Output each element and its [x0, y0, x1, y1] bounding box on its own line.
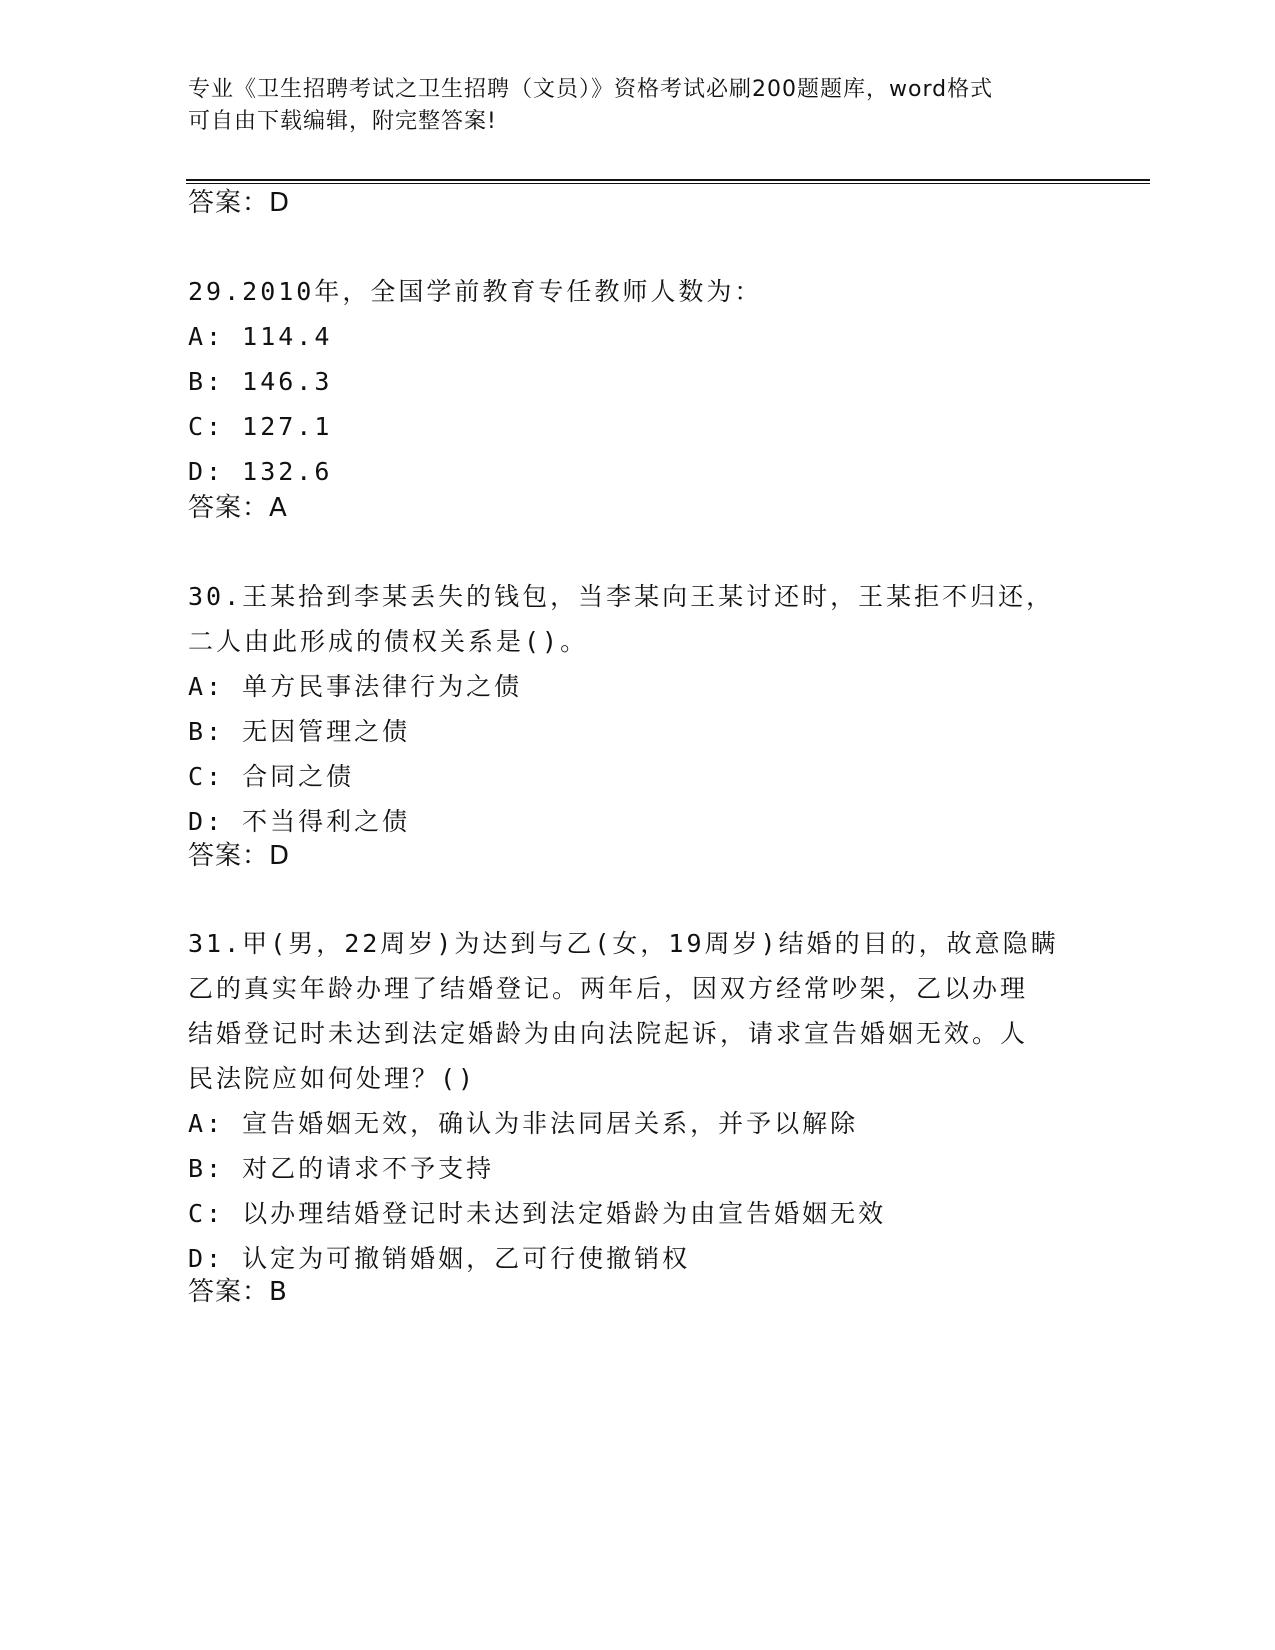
option-d: D: 认定为可撤销婚姻，乙可行使撤销权	[188, 1244, 691, 1273]
question-text: 乙的真实年龄办理了结婚登记。两年后，因双方经常吵架，乙以办理	[188, 974, 1029, 1003]
option-b: B: 146.3	[188, 367, 333, 396]
question-29	[188, 269, 1068, 494]
question-30	[188, 574, 1068, 844]
option-a: A: 114.4	[188, 322, 333, 351]
option-d: D: 132.6	[188, 457, 333, 486]
question-text: 结婚登记时未达到法定婚龄为由向法院起诉，请求宣告婚姻无效。人	[188, 1019, 1029, 1048]
header-line-1: 专业《卫生招聘考试之卫生招聘（文员）》资格考试必刷200题题库，word格式	[188, 77, 994, 102]
question-text: 民法院应如何处理？()	[188, 1064, 477, 1093]
answer-31: 答案：B	[188, 1277, 288, 1307]
header-line-2: 可自由下载编辑，附完整答案!	[188, 109, 497, 134]
question-31	[188, 921, 1068, 1281]
option-d: D: 不当得利之债	[188, 807, 411, 836]
answer-30: 答案：D	[188, 841, 291, 871]
option-a: A: 单方民事法律行为之债	[188, 672, 523, 701]
answer-29: 答案：A	[188, 493, 288, 523]
header-divider	[186, 179, 1150, 184]
question-text: 30.王某拾到李某丢失的钱包，当李某向王某讨还时，王某拒不归还，	[188, 582, 1055, 611]
question-text: 29.2010年，全国学前教育专任教师人数为：	[188, 277, 763, 306]
previous-answer: 答案：D	[188, 188, 291, 218]
option-c: C: 127.1	[188, 412, 333, 441]
document-header	[188, 74, 1068, 138]
option-b: B: 无因管理之债	[188, 717, 411, 746]
option-a: A: 宣告婚姻无效，确认为非法同居关系，并予以解除	[188, 1109, 859, 1138]
question-text: 31.甲(男，22周岁)为达到与乙(女，19周岁)结婚的目的，故意隐瞒	[188, 929, 1059, 958]
option-c: C: 以办理结婚登记时未达到法定婚龄为由宣告婚姻无效	[188, 1199, 887, 1228]
question-text: 二人由此形成的债权关系是()。	[188, 627, 589, 656]
option-b: B: 对乙的请求不予支持	[188, 1154, 495, 1183]
option-c: C: 合同之债	[188, 762, 355, 791]
